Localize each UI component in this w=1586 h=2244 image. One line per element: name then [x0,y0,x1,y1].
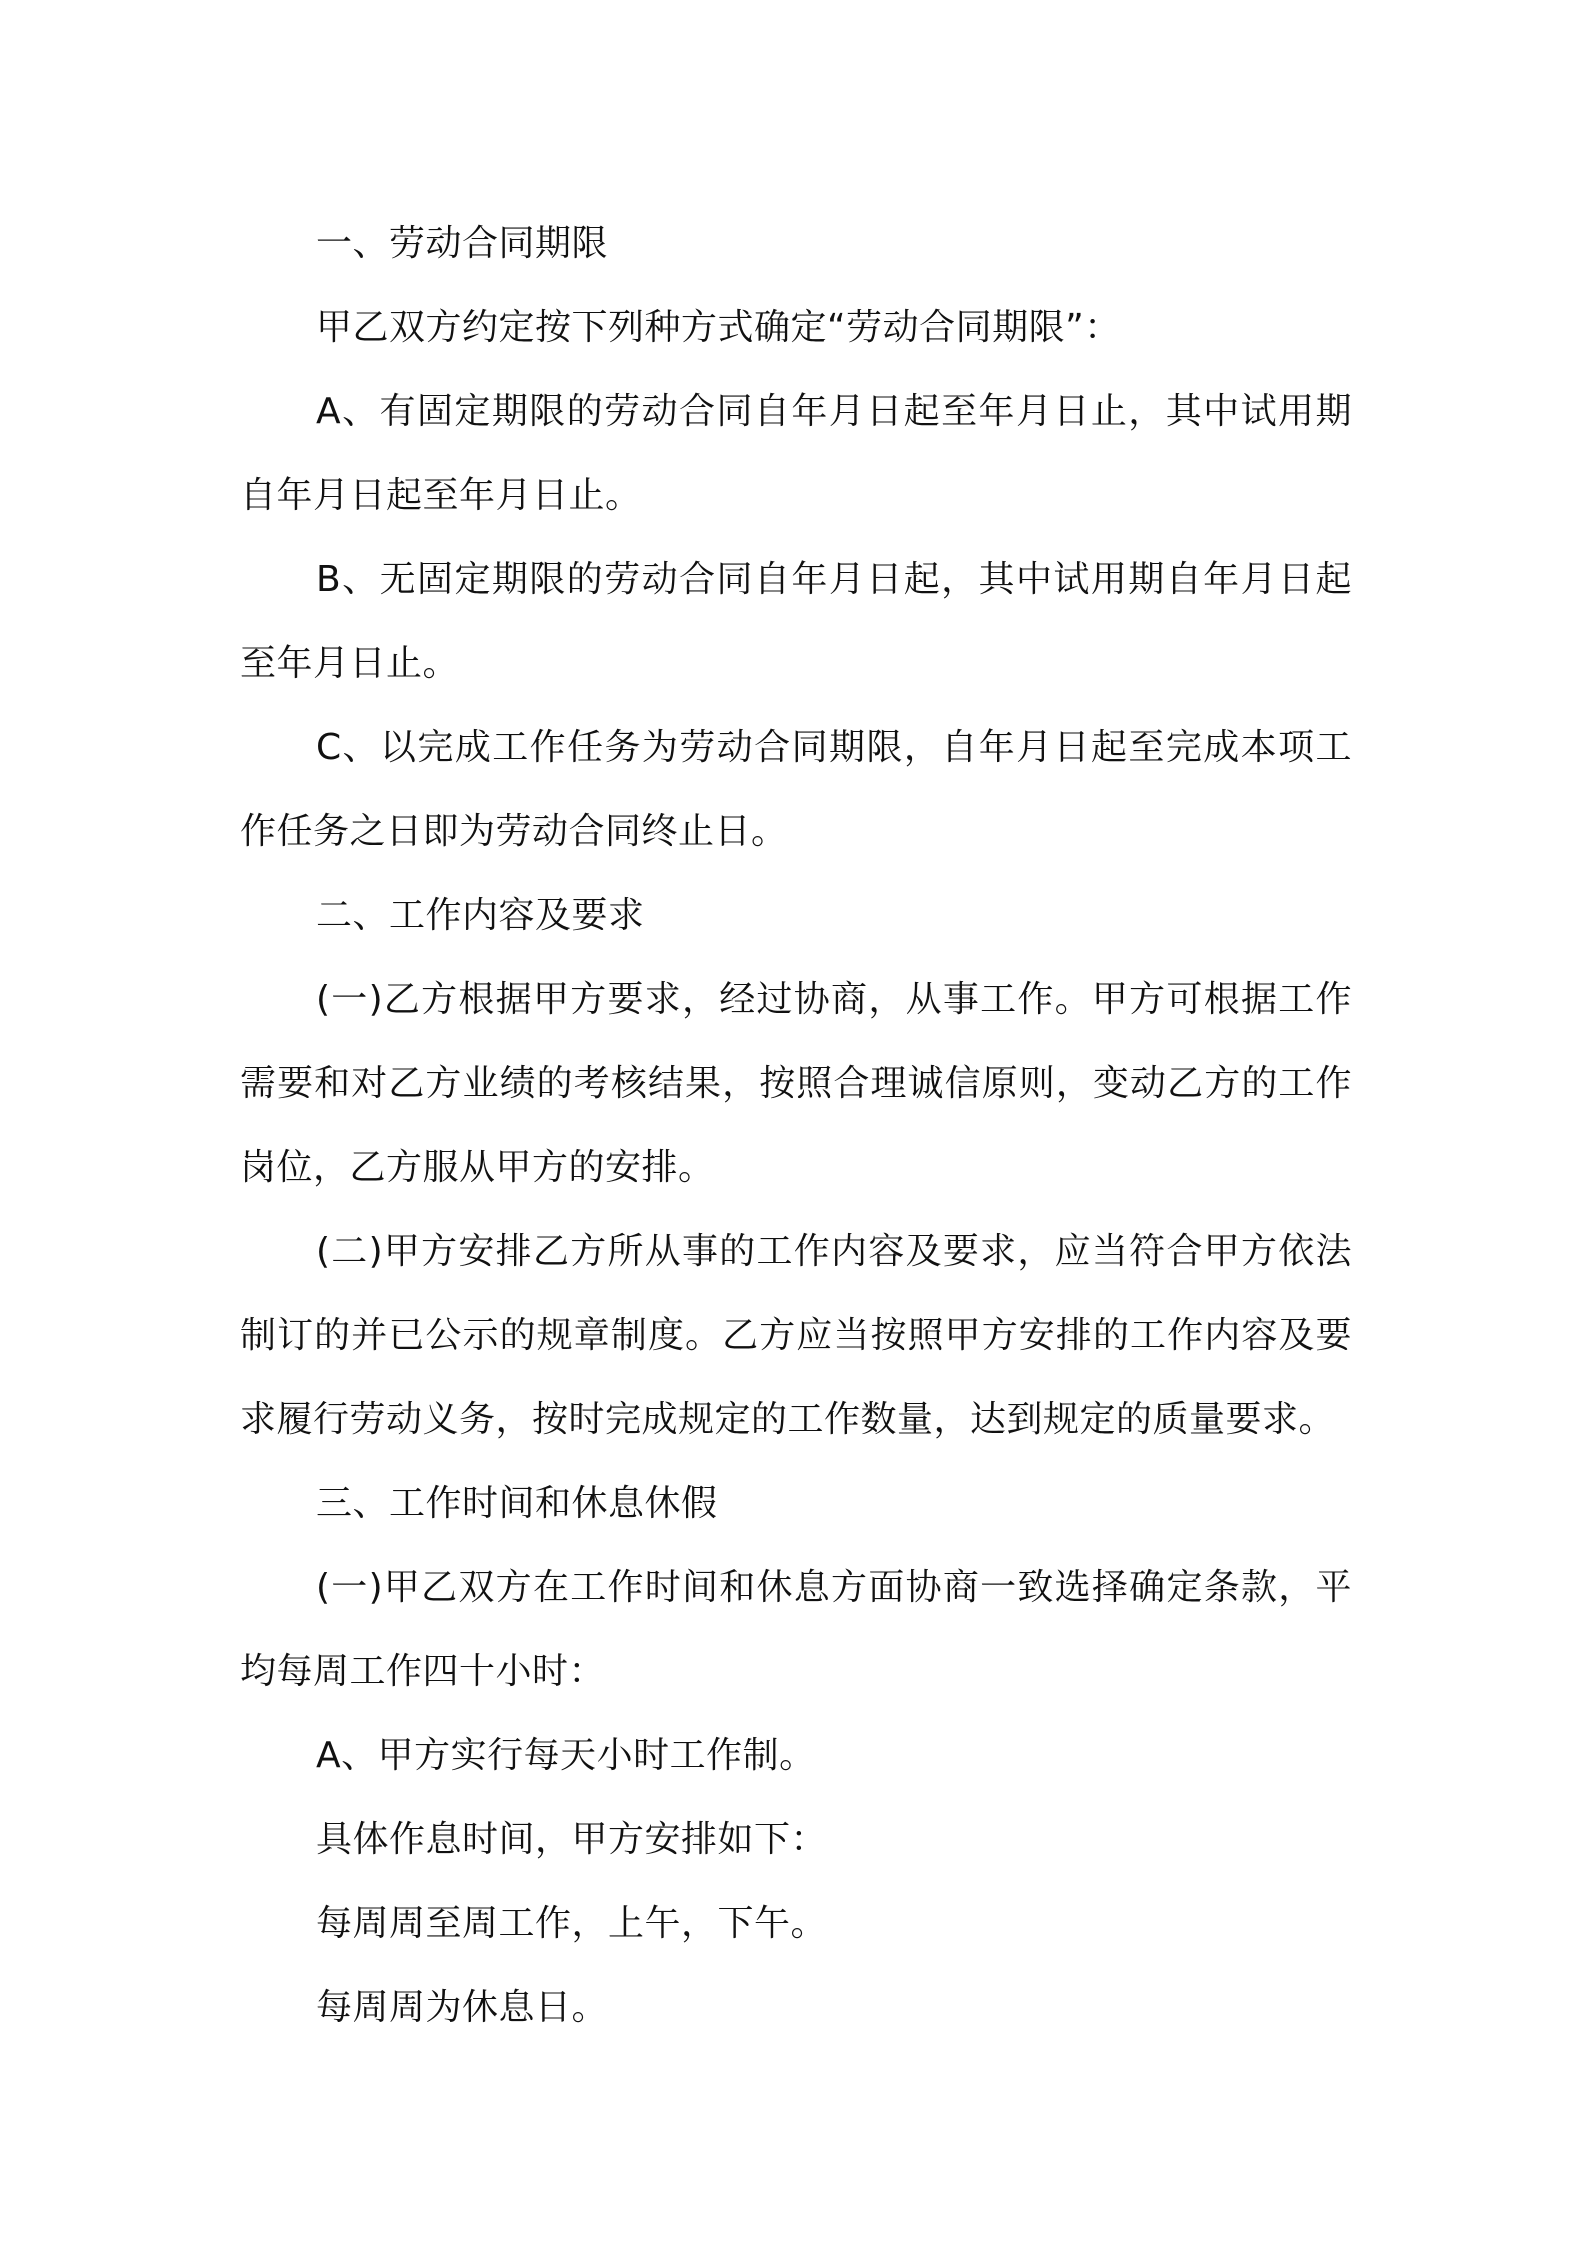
document-body [240,202,1352,2050]
section-heading-working-hours: 三、工作时间和休息休假 [316,1483,718,1524]
paragraph-daily-hours: A、甲方实行每天小时工作制。 [316,1735,816,1776]
paragraph-work-assignment: (一)乙方根据甲方要求，经过协商，从事工作。甲方可根据工作需要和对乙方业绩的考核结果，按照合理诚信原则，变动乙方的工作岗位，乙方服从甲方的安排。 [240,979,1352,1188]
paragraph-weekly-schedule: 每周周至周工作，上午，下午。 [316,1903,828,1944]
section-heading-work-content: 二、工作内容及要求 [316,895,645,936]
paragraph-option-c-task-term: C、以完成工作任务为劳动合同期限，自年月日起至完成本项工作任务之日即为劳动合同终止日。 [240,727,1352,852]
paragraph-weekly-hours: (一)甲乙双方在工作时间和休息方面协商一致选择确定条款，平均每周工作四十小时： [240,1567,1352,1692]
paragraph-schedule-intro: 具体作息时间，甲方安排如下： [316,1819,828,1860]
paragraph-term-method: 甲乙双方约定按下列种方式确定“劳动合同期限”： [316,307,1121,348]
paragraph-option-b-open-term: B、无固定期限的劳动合同自年月日起，其中试用期自年月日起至年月日止。 [240,559,1352,684]
paragraph-rest-day: 每周周为休息日。 [316,1987,609,2028]
paragraph-work-requirements: (二)甲方安排乙方所从事的工作内容及要求，应当符合甲方依法制订的并已公示的规章制度。乙方应当按照甲方安排的工作内容及要求履行劳动义务，按时完成规定的工作数量，达到规定的质量要求。 [240,1231,1352,1440]
paragraph-option-a-fixed-term: A、有固定期限的劳动合同自年月日起至年月日止，其中试用期自年月日起至年月日止。 [240,391,1352,516]
section-heading-contract-term: 一、劳动合同期限 [316,223,609,264]
